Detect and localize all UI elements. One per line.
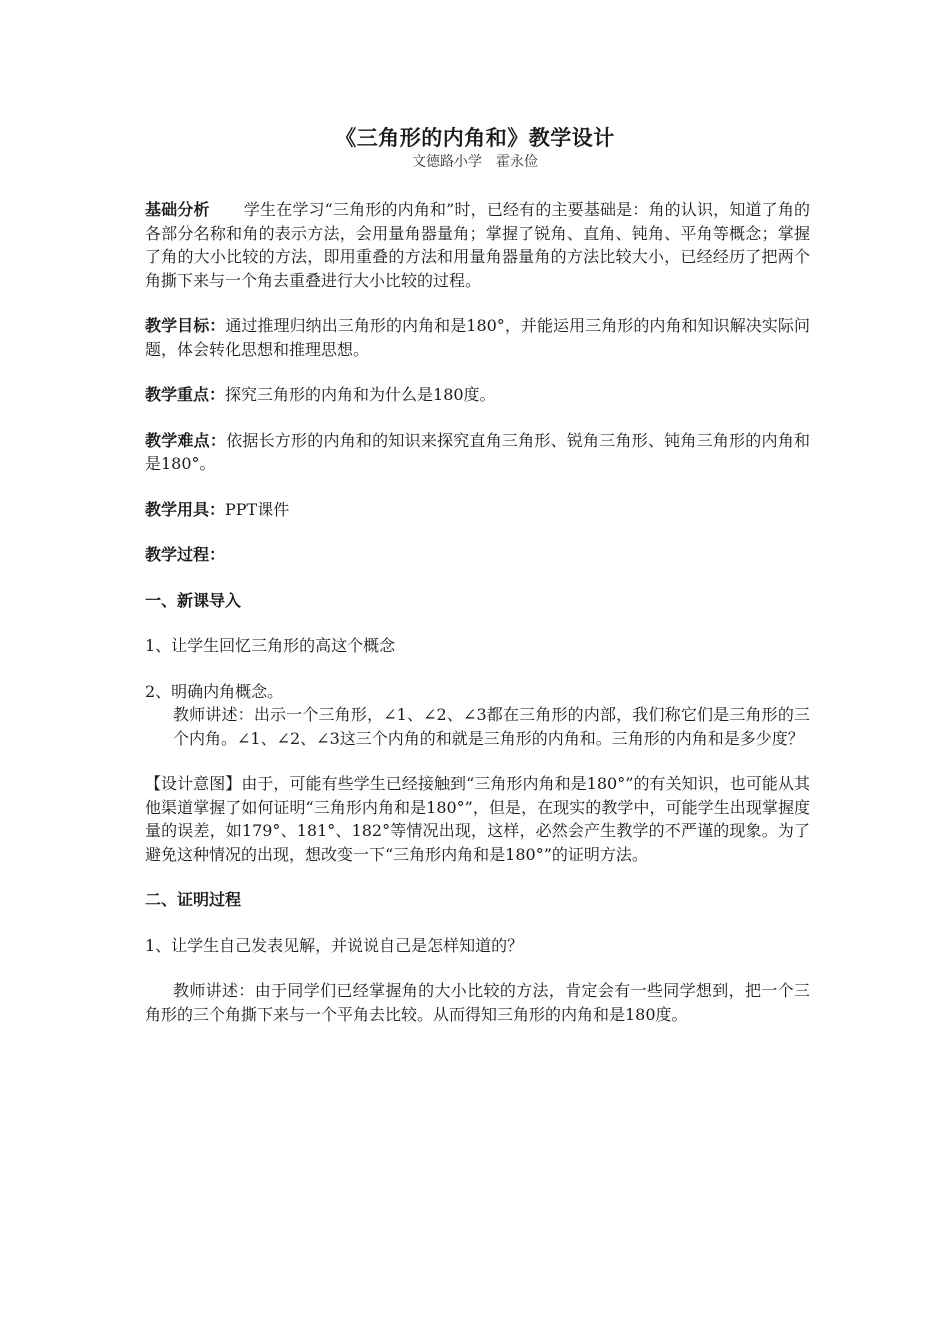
key-point-paragraph: [145, 383, 810, 407]
basis-paragraph: [145, 198, 810, 292]
section1-item2-body: 教师讲述：出示一个三角形，∠1、∠2、∠3都在三角形的内部，我们称它们是三角形的三个内角。∠1、∠2、∠3这三个内角的和就是三角形的内角和。三角形的内角和是多少度？: [173, 705, 810, 748]
difficulty-text: 依据长方形的内角和的知识来探究直角三角形、锐角三角形、钝角三角形的内角和是180°。: [145, 430, 810, 473]
key-point-text: 探究三角形的内角和为什么是180度。: [225, 385, 496, 404]
section2-heading: 二、证明过程: [145, 890, 242, 909]
section2-teacher-text: 教师讲述：由于同学们已经掌握角的大小比较的方法，肯定会有一些同学想到，把一个三角形的三个角撕下来与一个平角去比较。从而得知三角形的内角和是180度。: [145, 981, 810, 1024]
basis-text: 学生在学习“三角形的内角和”时，已经有的主要基础是：角的认识，知道了角的各部分名称和角的表示方法，会用量角器量角；掌握了锐角、直角、钝角、平角等概念；掌握了角的大小比较的方法，即用重叠的方法和用量角器量角的方法比较大小，已经经历了把两个角撕下来与一个角去重叠进行大小比较的过程。: [145, 200, 810, 290]
key-point-label: 教学重点：: [145, 385, 226, 404]
design-intent-paragraph: 【设计意图】由于，可能有些学生已经接触到“三角形内角和是180°”的有关知识，也可能从其他渠道掌握了如何证明“三角形内角和是180°”，但是，在现实的教学中，可能学生出现掌握度量的误差，如179°、181°、182°等情况出现，这样，必然会产生教学的不严谨的现象。为了避免这种情况的出现，想改变一下“三角形内角和是180°”的证明方法。: [145, 774, 810, 864]
section1-item1: 1、让学生回忆三角形的高这个概念: [145, 636, 396, 655]
tools-paragraph: [145, 498, 810, 522]
section1-heading: 一、新课导入: [145, 590, 242, 610]
document-title: 《三角形的内角和》教学设计: [335, 125, 615, 150]
section2-item1: 1、让学生自己发表见解，并说说自己是怎样知道的？: [145, 935, 524, 955]
tools-label: 教学用具：: [145, 499, 226, 519]
goal-paragraph: [145, 314, 810, 361]
goal-text: 通过推理归纳出三角形的内角和是180°，并能运用三角形的内角和知识解决实际问题，体会转化思想和推理思想。: [145, 316, 810, 359]
goal-label: 教学目标：: [145, 316, 226, 335]
process-heading: 教学过程：: [145, 545, 226, 564]
section1-item2-heading: 2、明确内角概念。: [145, 681, 284, 701]
basis-label: 基础分析: [145, 200, 210, 219]
tools-text: PPT课件: [225, 499, 290, 519]
difficulty-paragraph: [145, 429, 810, 476]
document-body: [145, 198, 810, 1048]
author-line: 文德路小学 霍永俭: [412, 154, 538, 170]
difficulty-label: 教学难点：: [145, 430, 227, 450]
